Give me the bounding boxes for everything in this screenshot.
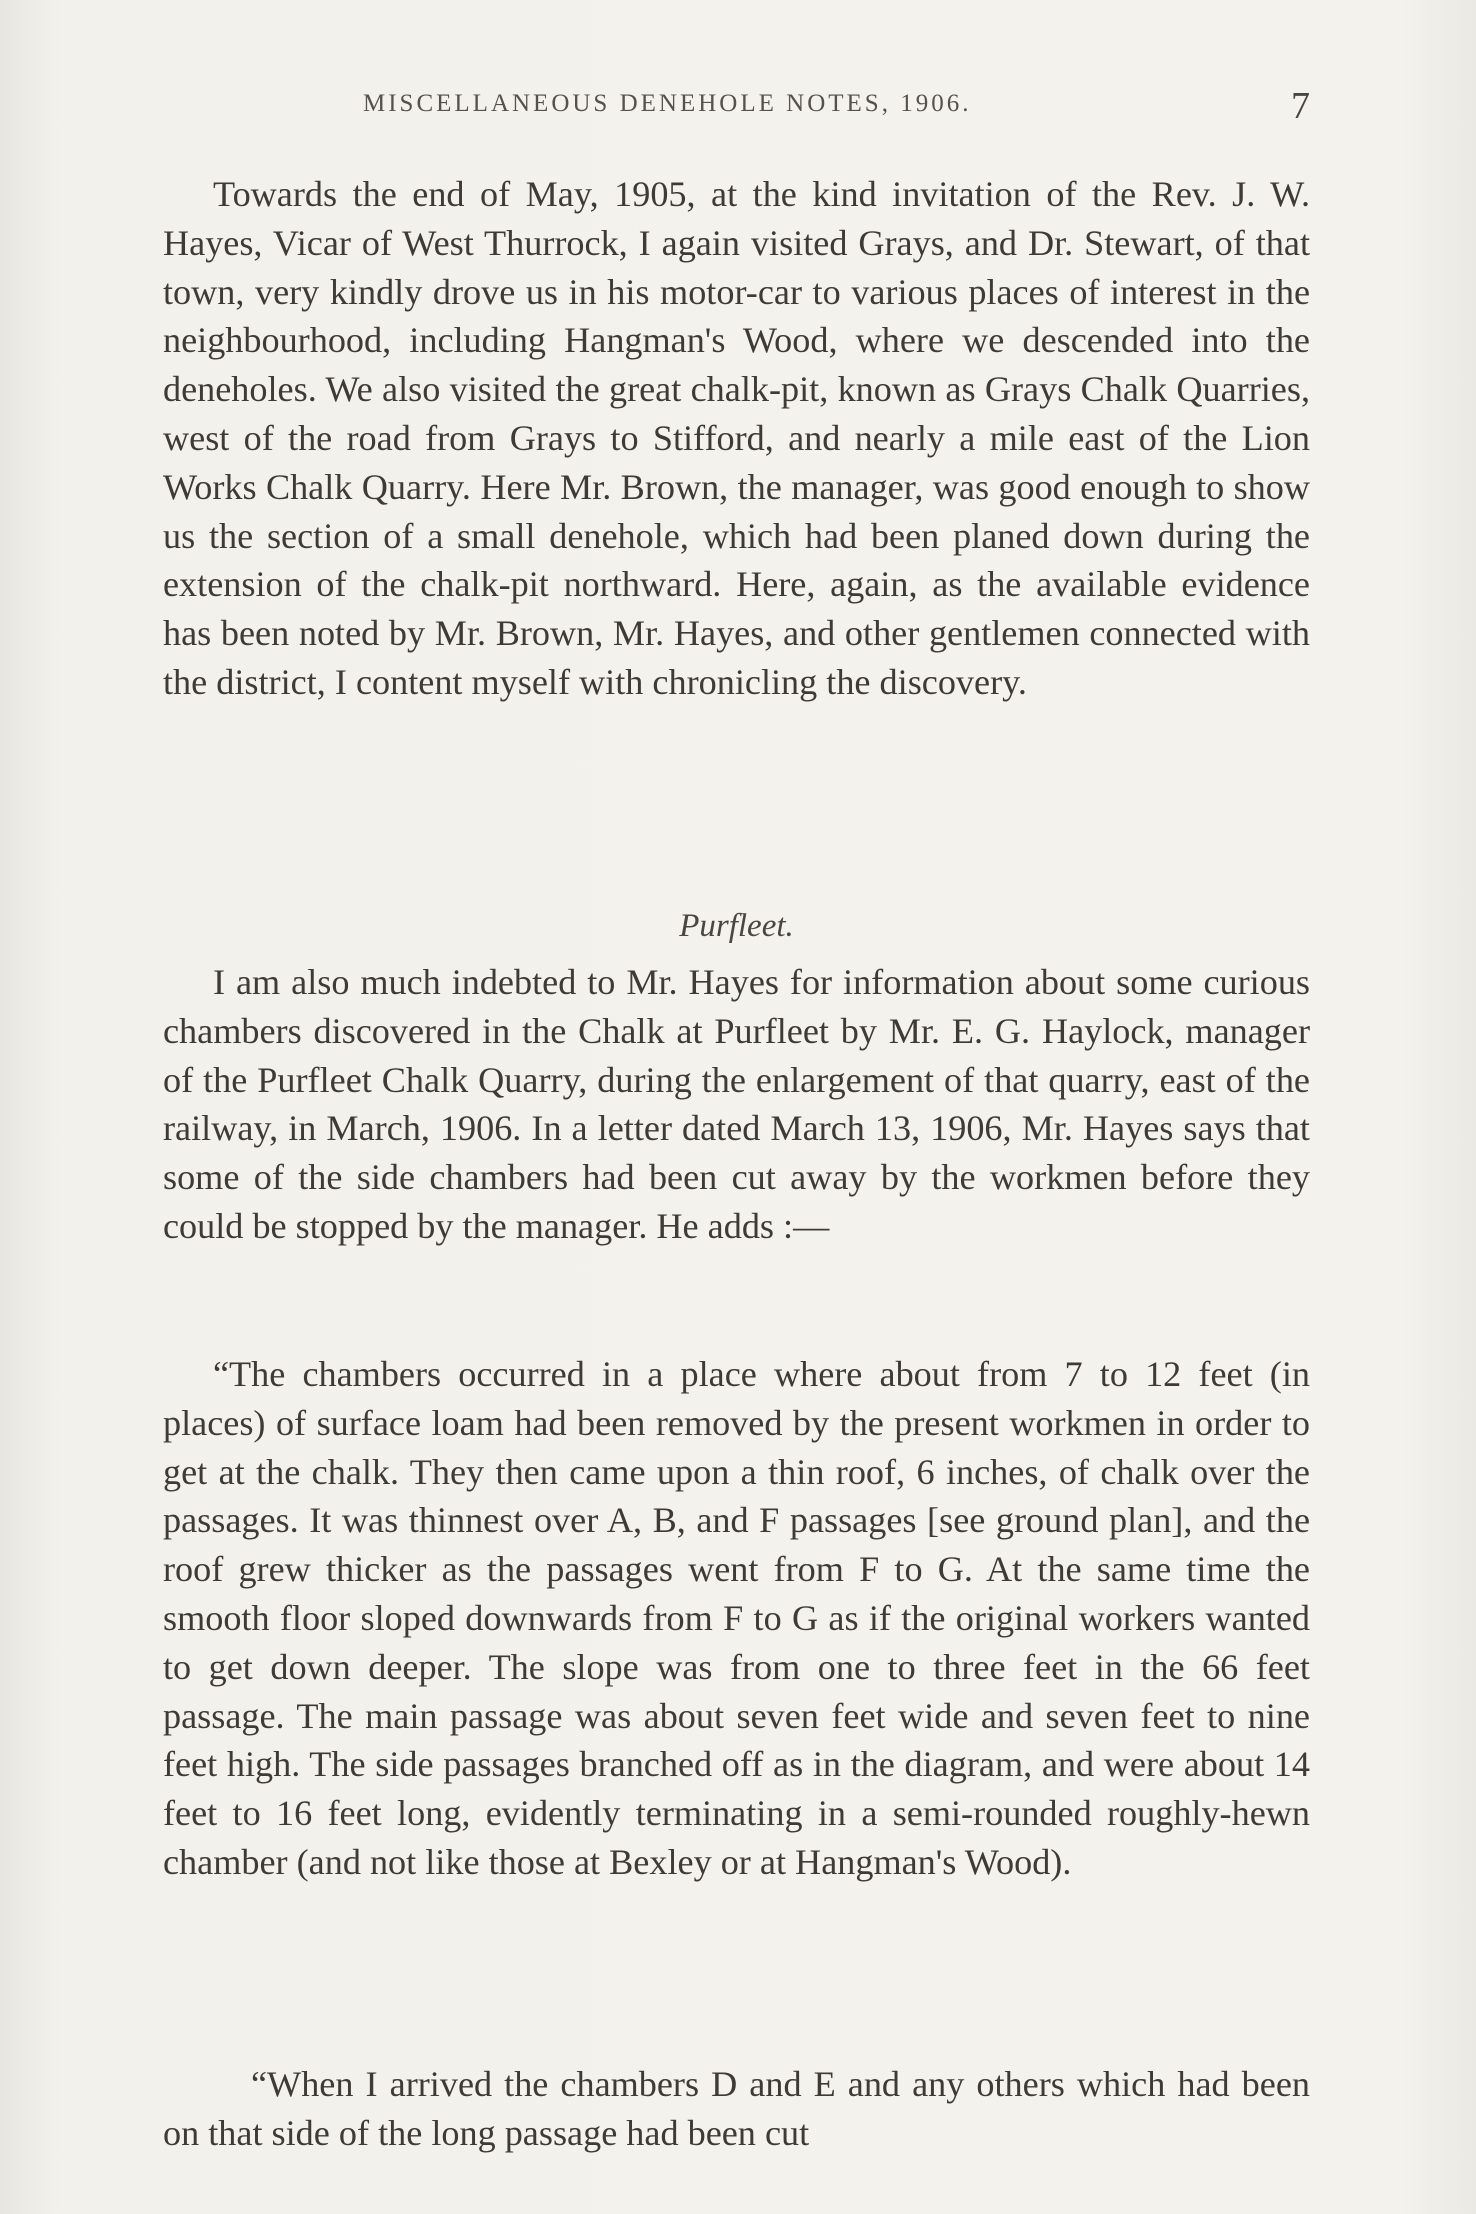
paragraph-grays-visit: Towards the end of May, 1905, at the kind invitation of the Rev. J. W. Hayes, Vicar of West Thurrock, I again visited Grays, and Dr. Stewart, of that town, very kindly drove us in his motor-car to various places of interest in the neighbourhood, including Hangman's Wood, where we descended into the deneholes. We also visited the great chalk-pit, known as Grays Chalk Quarries, west of the road from Grays to Stifford, and nearly a mile east of the Lion Works Chalk Quarry. Here Mr. Brown, the manager, was good enough to show us the section of a small denehole, which had been planed down during the extension of the chalk-pit northward. Here, again, as the available evidence has been noted by Mr. Brown, Mr. Hayes, and other gentlemen connected with the district, I content myself with chronicling the discovery. (163, 174, 1310, 702)
running-head (163, 84, 1310, 134)
section-heading-purfleet: Purfleet. (679, 908, 794, 944)
paragraph-quoted-continuation: “When I arrived the chambers D and E and any others which had been on that side of the long passage had been cut (163, 2064, 1310, 2153)
page-number: 7 (1291, 85, 1310, 127)
paragraph-quoted-letter: “The chambers occurred in a place where about from 7 to 12 feet (in places) of surface loam had been removed by the present workmen in order to get at the chalk. They then came upon a thin roof, 6 inches, of chalk over the passages. It was thinnest over A, B, and F passages [see ground plan], and the roof grew thicker as the passages went from F to G. At the same time the smooth floor sloped downwards from F to G as if the original workers wanted to get down deeper. The slope was from one to three feet in the 66 feet passage. The main passage was about seven feet wide and seven feet to nine feet high. The side passages branched off as in the diagram, and were about 14 feet to 16 feet long, evidently terminating in a semi-rounded roughly-hewn chamber (and not like those at Bexley or at Hangman's Wood). (163, 1354, 1310, 1882)
running-head-title: MISCELLANEOUS DENEHOLE NOTES, 1906. (363, 90, 972, 117)
paragraph-purfleet-intro: I am also much indebted to Mr. Hayes for information about some curious chambers discovered in the Chalk at Purfleet by Mr. E. G. Haylock, manager of the Purfleet Chalk Quarry, during the enlargement of that quarry, east of the railway, in March, 1906. In a letter dated March 13, 1906, Mr. Hayes says that some of the side chambers had been cut away by the workmen before they could be stopped by the manager. He adds :— (163, 962, 1310, 1246)
